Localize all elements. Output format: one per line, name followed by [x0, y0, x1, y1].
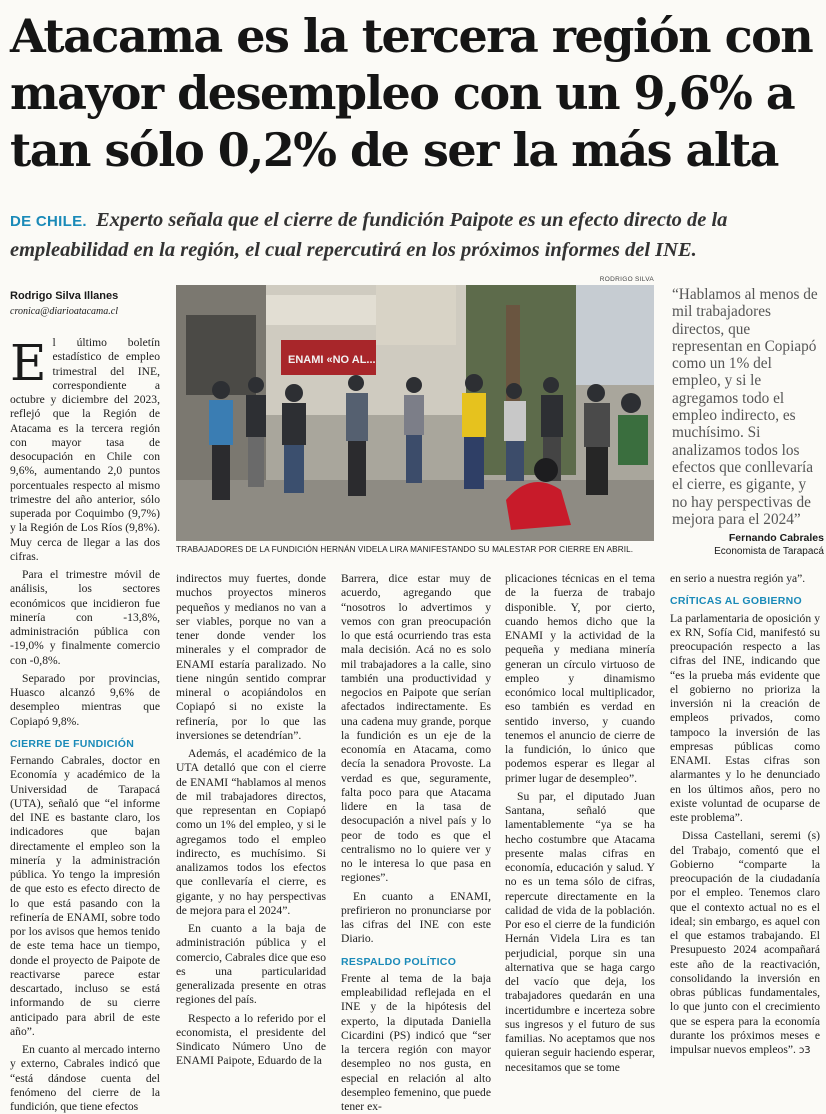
col1-paragraph-3: Separado por provincias, Huasco alcanzó 9,6% de desempleo mientras que Copiapó 9,8%.	[10, 671, 160, 728]
dropcap: E	[10, 334, 47, 392]
subhead-respaldo: RESPALDO POLÍTICO	[341, 955, 457, 968]
col4-paragraph-1: plicaciones técnicas en el tema de la fuerza de trabajo disponible. Y, por cierto, cuando hemos dicho que la ENAMI y la actividad de la pequeña y mediana minería generan un círculo virtuoso de empleo y dinamismo económico local multiplicador, eso también es verdad en sentido inverso, y cuando tenemos el anuncio de cierre de la fundición, lo único que podemos esperar es llegar al primer lugar de desempleo”.	[505, 572, 655, 785]
end-mark-icon: ↄ3	[798, 1045, 811, 1056]
col1-paragraph-1	[10, 336, 160, 564]
col2-paragraph-3: En cuanto a la baja de administración pública y el comercio, Cabrales dice que eso es una particularidad generalizada presente en otras regiones del país.	[176, 922, 326, 1007]
deck-text: Experto señala que el cierre de fundición Paipote es un efecto directo de la empleabilidad en la región, el cual repercutirá en los próximos informes del INE.	[10, 209, 728, 261]
col2-paragraph-4: Respecto a lo referido por el economista, el presidente del Sindicato Número Uno de ENAMI Paipote, Eduardo de la	[176, 1011, 326, 1068]
col5-paragraph-3	[670, 829, 820, 1058]
pull-quote-name: Fernando Cabrales	[728, 532, 824, 545]
photo-caption: TRABAJADORES DE LA FUNDICIÓN HERNÁN VIDELA LIRA MANIFESTANDO SU MALESTAR POR CIERRE EN ABRIL.	[176, 545, 634, 554]
protest-banner-text: ENAMI «NO AL...	[288, 354, 376, 366]
pull-quote-role: Economista de Tarapacá	[714, 546, 824, 558]
article-column-3	[341, 572, 491, 1114]
article-column-2	[176, 572, 326, 1073]
col3-paragraph-1: Barrera, dice estar muy de acuerdo, agregando que “nosotros lo advertimos y vemos con gran preocupación lo que está ocurriendo tras esta mala decisión. Acá no es solo mil trabajadores a la calle, sino también una productividad y negocios en Paipote que serían afectados indirectamente. Es una cadena muy grande, porque la fundición es un eje de la economía en Atacama, como decía la senadora Provoste. La verdad es que, seguramente, falta poco para que Atacama lidere en la tasa de desocupación a nivel país y lo peor de todo es que el centralismo no lo quiere ver y no le interesa lo que pasa en regiones”.	[341, 572, 491, 885]
col2-paragraph-1: indirectos muy fuertes, donde muchos proyectos mineros pequeños y medianos no van a ser viables, porque no van a tener donde vender los minerales y el comprador de ENAMI estaría paralizado. No tiene ningún sentido comprar mineral o acopiándolos en Copiapó si no existe la refinería, por lo que las inversiones se detendrían”.	[176, 572, 326, 742]
article-column-1	[10, 336, 160, 1114]
article-column-4	[505, 572, 655, 1079]
subhead-criticas: CRÍTICAS AL GOBIERNO	[670, 595, 803, 608]
headline-line-3: tan sólo 0,2% de ser la más alta	[10, 123, 778, 177]
col2-paragraph-2: Además, el académico de la UTA detalló que con el cierre de ENAMI “hablamos al menos de mil trabajadores directos, que representan en Copiapó como un 1% del empleo, y si le agregamos todo el empleo indirecto, es muchísimo. Si analizamos todos los efectos que conllevaría el cierre, es gigante, y no hay perspectivas de mejora para el 2024”.	[176, 747, 326, 917]
col4-paragraph-2: Su par, el diputado Juan Santana, señaló que lamentablemente “ya se ha hecho costumbre que Atacama presente malas cifras en economía, educación y salud. Y no es un tema sólo de cifras, repercute directamente en la calidad de vida de la población. Por eso el cierre de la fundición Hernán Videla Lira es tan perjudicial, porque sin una alternativa que se haga cargo del vacío que deja, los trabajadores quedarán en una incertidumbre e incerteza sobre sus ingresos y el futuro de sus familias. No aceptamos que nos quieran seguir haciendo esperar, necesitamos que se tome	[505, 789, 655, 1074]
news-photo	[176, 285, 654, 541]
col1-paragraph-4: Fernando Cabrales, doctor en Economía y académico de la Universidad de Tarapacá (UTA), señaló que “el informe del INE es bastante claro, los indicadores que bajan directamente el empleo son la minería y la administración pública. Yo tengo la impresión de que esto es efecto directo de lo que está pasando con la refinería de ENAMI, sobre todo por los avisos que hemos tenido de este tema hace un tiempo, donde el proyecto de Paipote de reactivarse parece estar descartado, incluso se está informando de su cierre anticipado para abril de este año”.	[10, 754, 160, 1038]
byline	[10, 290, 118, 317]
col5-paragraph-2: La parlamentaria de oposición y ex RN, Sofía Cid, manifestó su preocupación respecto a las cifras del INE, indicando que “es la prueba más evidente que el gobierno no prioriza la inversión ni la creación de empleos privados, como tampoco la inversión de las empresas públicas como ENAMI. Estas cifras son alarmantes y lo he denunciado en los últimos años, pero no existe voluntad de ocuparse de este problema”.	[670, 611, 820, 824]
col5-p3-text: Dissa Castellani, seremi (s) del Trabajo, comentó que el Gobierno “comparte la preocupación de la ciudadanía por el empleo. Tenemos claro que el contexto actual no es el ideal; sin embargo, es aquel con el que estamos trabajando. El Presupuesto 2024 acompañará este año de la reactivación, consolidando la inversión en obras públicas fundamentales, lo que junto con el crecimiento que se espera para la economía durante los próximos meses e impulsar nuevos empleos”.	[670, 829, 820, 1056]
protest-illustration	[176, 285, 654, 541]
headline-line-2: mayor desempleo con un 9,6% a	[10, 66, 795, 120]
deck	[10, 206, 816, 264]
headline	[10, 8, 816, 179]
col1-paragraph-2: Para el trimestre móvil de análisis, los sectores económicos que incidieron fue minería con -13,8%, administración pública con -19,0% y finalmente comercio con -0,8%.	[10, 568, 160, 667]
article-column-5	[670, 572, 820, 1062]
byline-author: Rodrigo Silva Illanes	[10, 290, 119, 302]
pull-quote-text: “Hablamos al menos de mil trabajadores directos, que representan en Copiapó como un 1% del empleo, y si le agregamos todo el empleo indirecto, es muchísimo. Si analizamos todos los efectos que conllevaría el cierre, es gigante, y no hay perspectivas de mejora para el 2024”	[672, 286, 818, 528]
col1-p1-text: l último boletín estadístico de empleo trimestral del INE, correspondiente a octubre y diciembre del 2023, reflejó que la Región de Atacama es la tercera región con mayor tasa de desocupación en Chile con 9,6%, aumentando 2,0 puntos porcentuales respecto al mismo trimestre del año anterior, sólo superada por Coquimbo (9,7%) y la Región de Los Ríos (9,8%). Muy cerca de llegar a las dos cifras.	[10, 336, 160, 563]
col1-paragraph-5: En cuanto al mercado interno y externo, Cabrales indicó que “está dándose cuenta del fenómeno del cierre de la fundición, que tiene efectos	[10, 1043, 160, 1113]
photo-credit: RODRIGO SILVA	[599, 276, 654, 283]
deck-kicker: DE CHILE.	[10, 213, 87, 230]
col3-paragraph-2: En cuanto a ENAMI, prefirieron no pronunciarse por las cifras del INE con este Diario.	[341, 889, 491, 946]
pull-quote	[672, 286, 824, 557]
col3-paragraph-3: Frente al tema de la baja empleabilidad reflejada en el INE y de la hipótesis del experto, la diputada Daniella Cicardini (PS) indicó que “ser la tercera región con mayor desempleo no nos gusta, en especial en relación al alto desempleo femenino, que puede tener ex-	[341, 971, 491, 1113]
col5-paragraph-1: en serio a nuestra región ya”.	[670, 572, 806, 585]
byline-email: cronica@diarioatacama.cl	[10, 306, 118, 317]
headline-line-1: Atacama es la tercera región con	[10, 9, 813, 63]
subhead-cierre: CIERRE DE FUNDICIÓN	[10, 737, 135, 750]
